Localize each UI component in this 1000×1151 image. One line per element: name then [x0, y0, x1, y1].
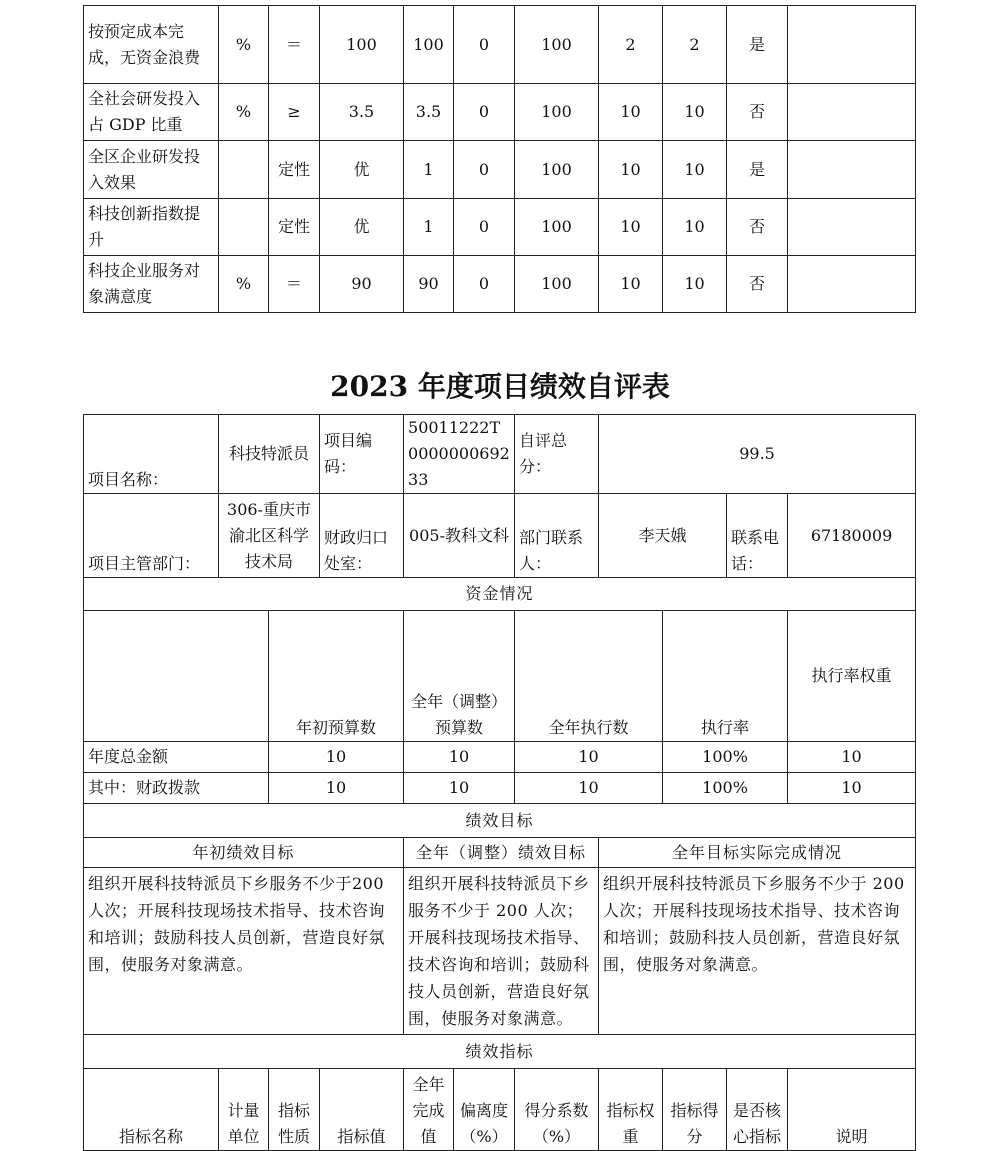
nature-cell: ＝	[269, 256, 320, 313]
funds-cell: 10	[269, 742, 404, 773]
phone-label: 联系电话：	[727, 494, 788, 578]
indicator-name-cell: 科技企业服务对象满意度	[84, 256, 219, 313]
deviation-cell: 0	[454, 141, 515, 199]
nature-cell: ＝	[269, 6, 320, 84]
weight-cell: 10	[599, 199, 663, 256]
ind-header-unit: 计量单位	[219, 1069, 269, 1151]
unit-cell: %	[219, 84, 269, 141]
funds-header-initial: 年初预算数	[269, 611, 404, 742]
completed-value-cell: 100	[404, 6, 454, 84]
indicator-row	[84, 256, 916, 313]
funds-row-label: 其中：财政拨款	[84, 773, 269, 804]
deviation-cell: 0	[454, 6, 515, 84]
core-flag-cell: 否	[727, 84, 788, 141]
project-name-label: 项目名称：	[84, 415, 219, 494]
funds-cell: 10	[404, 742, 515, 773]
funds-section-row	[84, 578, 916, 611]
score-coef-cell: 100	[515, 141, 599, 199]
completed-value-cell: 1	[404, 199, 454, 256]
funds-header-row	[84, 611, 916, 742]
weight-cell: 10	[599, 84, 663, 141]
unit-cell: %	[219, 256, 269, 313]
dept: 306-重庆市渝北区科学技术局	[219, 494, 320, 578]
weight-cell: 10	[599, 141, 663, 199]
unit-cell: %	[219, 6, 269, 84]
target-value-cell: 100	[320, 6, 404, 84]
project-name: 科技特派员	[219, 415, 320, 494]
core-flag-cell: 是	[727, 6, 788, 84]
funds-cell: 10	[788, 773, 916, 804]
funds-header-rate: 执行率	[663, 611, 788, 742]
core-flag-cell: 否	[727, 256, 788, 313]
project-code: 50011222T000000069233	[404, 415, 515, 494]
funds-row-label: 年度总金额	[84, 742, 269, 773]
score-cell: 2	[663, 6, 727, 84]
ind-header-completed: 全年完成值	[404, 1069, 454, 1151]
page-title: 2023 年度项目绩效自评表	[330, 370, 670, 403]
ind-header-coef: 得分系数（%）	[515, 1069, 599, 1151]
self-score: 99.5	[599, 415, 916, 494]
completed-value-cell: 90	[404, 256, 454, 313]
goals-text-row	[84, 868, 916, 1035]
indicators-section-row	[84, 1035, 916, 1069]
core-flag-cell: 否	[727, 199, 788, 256]
weight-cell: 2	[599, 6, 663, 84]
nature-cell: ≥	[269, 84, 320, 141]
ind-header-core: 是否核心指标	[727, 1069, 788, 1151]
nature-cell: 定性	[269, 141, 320, 199]
goals-text-actual: 组织开展科技特派员下乡服务不少于 200 人次；开展科技现场技术指导、技术咨询和培训；鼓励科技人员创新，营造良好氛围，使服务对象满意。	[599, 868, 916, 1035]
unit-cell	[219, 141, 269, 199]
funds-cell: 100%	[663, 742, 788, 773]
ind-header-score: 指标得分	[663, 1069, 727, 1151]
contact-label: 部门联系人：	[515, 494, 599, 578]
ind-header-value: 指标值	[320, 1069, 404, 1151]
target-value-cell: 3.5	[320, 84, 404, 141]
funds-cell: 10	[788, 742, 916, 773]
funds-cell: 10	[404, 773, 515, 804]
goals-header-row	[84, 838, 916, 868]
funds-cell: 10	[515, 742, 663, 773]
goals-header-initial: 年初绩效目标	[84, 838, 404, 868]
goals-section-row	[84, 804, 916, 838]
indicator-name-cell: 科技创新指数提升	[84, 199, 219, 256]
target-value-cell: 90	[320, 256, 404, 313]
funds-cell: 10	[515, 773, 663, 804]
goals-text-initial: 组织开展科技特派员下乡服务不少于200 人次；开展科技现场技术指导、技术咨询和培训；鼓励科技人员创新，营造良好氛围，使服务对象满意。	[84, 868, 404, 1035]
indicator-rows	[84, 6, 916, 313]
deviation-cell: 0	[454, 199, 515, 256]
deviation-cell: 0	[454, 84, 515, 141]
note-cell	[788, 256, 916, 313]
completed-value-cell: 3.5	[404, 84, 454, 141]
info-row-dept	[84, 494, 916, 578]
ind-header-weight: 指标权重	[599, 1069, 663, 1151]
score-cell: 10	[663, 84, 727, 141]
indicator-name-cell: 全社会研发投入占 GDP 比重	[84, 84, 219, 141]
ind-header-note: 说明	[788, 1069, 916, 1151]
note-cell	[788, 84, 916, 141]
self-score-label: 自评总分：	[515, 415, 599, 494]
finance-dept-label: 财政归口处室：	[320, 494, 404, 578]
funds-header-adjusted: 全年（调整）预算数	[404, 611, 515, 742]
nature-cell: 定性	[269, 199, 320, 256]
indicator-name-cell: 全区企业研发投入效果	[84, 141, 219, 199]
funds-header-empty	[84, 611, 269, 742]
unit-cell	[219, 199, 269, 256]
goals-header-actual: 全年目标实际完成情况	[599, 838, 916, 868]
indicators-section-title: 绩效指标	[84, 1035, 916, 1069]
note-cell	[788, 199, 916, 256]
project-code-label: 项目编码：	[320, 415, 404, 494]
ind-header-nature: 指标性质	[269, 1069, 320, 1151]
note-cell	[788, 6, 916, 84]
funds-cell: 100%	[663, 773, 788, 804]
target-value-cell: 优	[320, 199, 404, 256]
ind-header-deviation: 偏离度（%）	[454, 1069, 515, 1151]
contact: 李天娥	[599, 494, 727, 578]
score-cell: 10	[663, 256, 727, 313]
funds-header-weight: 执行率权重	[788, 611, 916, 742]
indicator-row	[84, 84, 916, 141]
funds-row-fiscal	[84, 773, 916, 804]
goals-section-title: 绩效目标	[84, 804, 916, 838]
indicator-table-continued	[83, 5, 916, 313]
target-value-cell: 优	[320, 141, 404, 199]
evaluation-table	[83, 414, 916, 1151]
phone: 67180009	[788, 494, 916, 578]
core-flag-cell: 是	[727, 141, 788, 199]
goals-header-adjusted: 全年（调整）绩效目标	[404, 838, 599, 868]
score-coef-cell: 100	[515, 84, 599, 141]
funds-row-total	[84, 742, 916, 773]
funds-section-title: 资金情况	[84, 578, 916, 611]
completed-value-cell: 1	[404, 141, 454, 199]
indicators-header-row	[84, 1069, 916, 1151]
note-cell	[788, 141, 916, 199]
deviation-cell: 0	[454, 256, 515, 313]
funds-header-executed: 全年执行数	[515, 611, 663, 742]
score-cell: 10	[663, 199, 727, 256]
score-cell: 10	[663, 141, 727, 199]
score-coef-cell: 100	[515, 6, 599, 84]
finance-dept: 005-教科文科	[404, 494, 515, 578]
score-coef-cell: 100	[515, 199, 599, 256]
indicator-row	[84, 199, 916, 256]
weight-cell: 10	[599, 256, 663, 313]
indicator-row	[84, 141, 916, 199]
indicator-row	[84, 6, 916, 84]
indicator-name-cell: 按预定成本完成，无资金浪费	[84, 6, 219, 84]
funds-cell: 10	[269, 773, 404, 804]
goals-text-adjusted: 组织开展科技特派员下乡服务不少于 200 人次；开展科技现场技术指导、技术咨询和培训；鼓励科技人员创新，营造良好氛围，使服务对象满意。	[404, 868, 599, 1035]
dept-label: 项目主管部门：	[84, 494, 219, 578]
ind-header-name: 指标名称	[84, 1069, 219, 1151]
info-row-project	[84, 415, 916, 494]
score-coef-cell: 100	[515, 256, 599, 313]
